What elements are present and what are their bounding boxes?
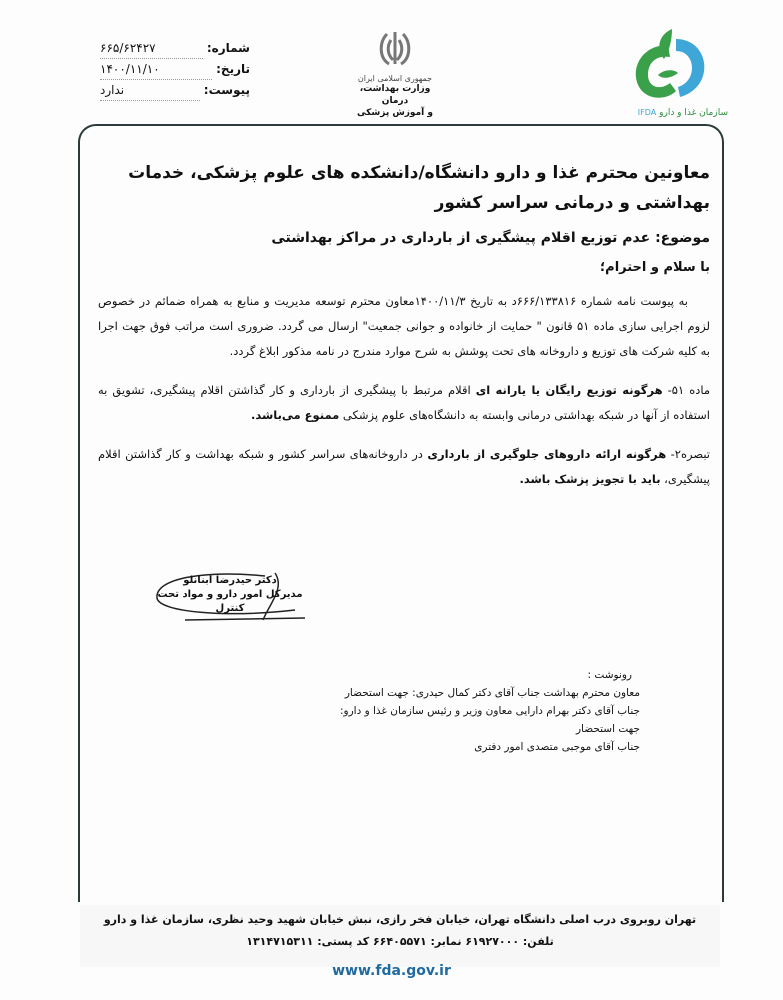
- ref-attachment: [100, 80, 250, 101]
- paragraph-article-51: [98, 378, 710, 428]
- paragraph-text: به پیوست نامه شماره ۶۶۶/۱۳۳۸۱۶د به تاریخ ۱۴۰۰/۱۱/۳معاون محترم توسعه مدیریت و منابع به همراه ضمائم در خصوص لزوم اجرایی سازی ماده ۵۱ قانون " حمایت از خانواده و جوانی جمعیت" ارسال می گردد. ضروری است مراتب فوق جهت اجرا به کلیه شرکت های توزیع و داروخانه های تحت پوشش به شرح موارد مندرج در نامه مذکور ابلاغ گردد.: [98, 294, 710, 358]
- fda-logo: [598, 25, 728, 120]
- bold-text: هرگونه ارائه داروهای جلوگیری از بارداری: [427, 447, 667, 461]
- ref-label: پیوست:: [203, 83, 250, 97]
- signer-name: دکتر حیدرضا ابنانلو: [183, 575, 277, 586]
- footer: [80, 905, 720, 967]
- logo-caption-text: سازمان غذا و دارو: [659, 108, 728, 118]
- website-link[interactable]: www.fda.gov.ir: [332, 963, 451, 979]
- bold-text: هرگونه توزیع رایگان یا یارانه ای: [475, 383, 663, 397]
- ministry-emblem: [355, 28, 435, 119]
- cc-label: رونوشت :: [587, 669, 632, 681]
- cc-list: [320, 666, 640, 756]
- ref-date: [100, 59, 250, 80]
- ref-value: ۱۴۰۰/۱۱/۱۰: [100, 59, 212, 80]
- ref-number: [100, 38, 250, 59]
- bold-text: ممنوع می‌باشد.: [250, 408, 340, 422]
- paragraph-1: [98, 289, 710, 364]
- fda-logo-caption: [598, 108, 728, 118]
- cc-item: جناب آقای دکتر بهرام دارایی معاون وزیر و رئیس سازمان غذا و دارو: جهت استحضار: [339, 705, 640, 735]
- fda-logo-icon: [598, 25, 728, 105]
- cc-item: معاون محترم بهداشت جناب آقای دکتر کمال حیدری: جهت استحضار: [344, 687, 640, 699]
- country-name: جمهوری اسلامی ایران: [357, 74, 433, 83]
- ref-value: ندارد: [100, 80, 200, 101]
- text: اقلام مرتبط با پیشگیری از بارداری و کار گذاشتن اقلام پیشگیری، تشویق به استفاده از آنها در شبکه بهداشتی درمانی وابسته به دانشگاه‌های علوم پزشکی: [98, 383, 710, 422]
- signature: [145, 568, 315, 623]
- iran-emblem-icon: [375, 28, 415, 70]
- text: تبصره۲-: [666, 447, 710, 461]
- signer-title: مدیرکل امور دارو و مواد تحت کنترل: [157, 589, 303, 614]
- ref-label: تاریخ:: [216, 62, 250, 76]
- letter-body: [98, 158, 710, 492]
- greeting: با سلام و احترام؛: [599, 260, 710, 275]
- ref-value: ۶۶۵/۶۲۴۲۷: [100, 38, 203, 59]
- ministry-name-2: و آموزش پزشکی: [357, 108, 433, 118]
- footer-contact: تلفن: ۶۱۹۲۷۰۰۰ نمابر: ۶۶۴۰۵۵۷۱ کد پستی: ۱۳۱۴۷۱۵۳۱۱: [246, 935, 554, 948]
- cc-item: جناب آقای موجبی متصدی امور دفتری: [474, 741, 640, 753]
- logo-abbr: IFDA: [637, 108, 657, 117]
- text: ماده ۵۱-: [662, 383, 711, 397]
- ref-label: شماره:: [206, 41, 250, 55]
- bold-text: باید با تجویز پزشک باشد.: [519, 472, 661, 486]
- footer-address: تهران روبروی درب اصلی دانشگاه تهران، خیابان فخر رازی، نبش خیابان شهید وحید نظری، سازمان غذا و دارو: [103, 913, 697, 926]
- reference-info: [100, 38, 250, 101]
- text: در داروخانه‌های سراسر کشور و شبکه بهداشت و کار گذاشتن اقلام پیشگیری،: [98, 447, 710, 486]
- paragraph-note-2: [98, 442, 710, 492]
- addressee: معاونین محترم غذا و دارو دانشگاه/دانشکده های علوم پزشکی، خدمات بهداشتی و درمانی سراسر کشور: [128, 163, 710, 213]
- ministry-name: وزارت بهداشت، درمان: [359, 84, 431, 106]
- subject-line: موضوع: عدم توزیع اقلام پیشگیری از بارداری در مراکز بهداشتی: [271, 230, 710, 246]
